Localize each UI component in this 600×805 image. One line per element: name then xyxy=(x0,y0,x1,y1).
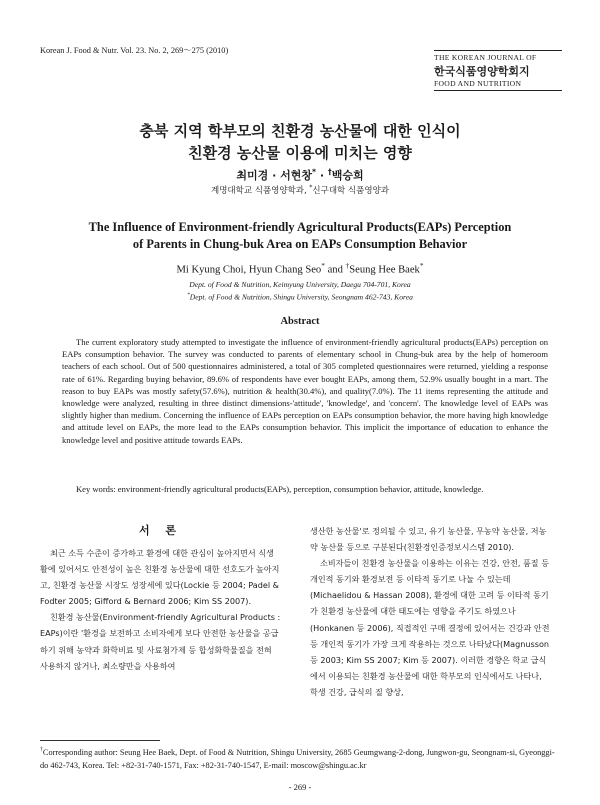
english-title xyxy=(40,219,560,253)
english-author-last-mark: * xyxy=(419,261,424,270)
english-affiliations xyxy=(40,279,560,303)
left-column xyxy=(40,545,281,674)
english-author-mark: * xyxy=(321,261,325,270)
corresponding-mark: † xyxy=(327,167,332,177)
english-affiliation-2-line xyxy=(40,290,560,303)
korean-authors xyxy=(40,167,560,183)
english-authors xyxy=(40,261,560,276)
journal-name-en-bottom: FOOD AND NUTRITION xyxy=(434,79,562,91)
korean-affiliation-1: 계명대학교 식품영양학과, xyxy=(210,186,310,196)
korean-affiliation-mark: * xyxy=(309,184,313,192)
right-paragraph-1: 생산한 농산물'로 정의될 수 있고, 유기 농산물, 무농약 농산물, 저농약 농산물 등으로 구분된다(친환경인증정보시스템 2010). xyxy=(310,526,547,553)
abstract-heading: Abstract xyxy=(280,316,320,327)
english-affiliation-2: Dept. of Food & Nutrition, Shingu University, Seongnam 462-743, Korea xyxy=(189,292,413,302)
english-title-line1: The Influence of Environment-friendly Agricultural Products(EAPs) Perception xyxy=(88,220,512,234)
korean-title-line2: 친환경 농산물 이용에 미치는 영향 xyxy=(188,144,412,162)
journal-masthead xyxy=(434,50,562,91)
right-column xyxy=(310,523,551,700)
english-corresponding-mark: † xyxy=(345,261,350,270)
footnote-mark: † xyxy=(40,747,43,753)
left-paragraph-1: 최근 소득 수준이 증가하고 환경에 대한 관심이 높아지면서 식생활에 있어서도 안전성이 높은 친환경 농산물에 대한 선호도가 높아지고, 친환경 농산물 시장도 성장세에 있다(Lockie 등 2004; Padel & Fodter 2005; Gifford & Bernard 2006; Kim SS 2007). xyxy=(40,548,280,607)
journal-name-ko: 한국식품영양학회지 xyxy=(434,65,530,78)
english-author-last: Seung Hee Baek xyxy=(349,264,420,276)
korean-author-names: 최미경 · 서현창 xyxy=(236,169,312,182)
keywords: Key words: environment-friendly agricultural products(EAPs), perception, consumption behavior, attitude, knowledge. xyxy=(76,484,484,494)
english-title-line2: of Parents in Chung-buk Area on EAPs Consumption Behavior xyxy=(132,237,468,251)
korean-author-separator: · xyxy=(316,169,328,182)
footnote-text: Corresponding author: Seung Hee Baek, Dept. of Food & Nutrition, Shingu University, 2685 Geumgwang-2-dong, Jungwon-gu, Seongnam-si, Gyeonggi-do 462-743, Korea. Tel: +82-31-740-1571, Fax: +82-31-740-1547, E-mail: moscow@shingu.ac.kr xyxy=(40,747,555,770)
journal-name-en-top: THE KOREAN JOURNAL OF xyxy=(434,50,562,62)
korean-author-last: 백승희 xyxy=(331,169,364,182)
footnote-divider xyxy=(40,740,160,741)
english-affiliation-1: Dept. of Food & Nutrition, Keimyung University, Daegu 704-701, Korea xyxy=(189,280,411,289)
journal-citation: Korean J. Food & Nutr. Vol. 23. No. 2, 269～275 (2010) xyxy=(40,46,229,55)
english-author-names: Mi Kyung Choi, Hyun Chang Seo xyxy=(176,264,322,276)
english-author-and: and xyxy=(324,264,346,276)
left-paragraph-2: 친환경 농산물(Environment-friendly Agricultural Products : EAPs)이란 '환경을 보전하고 소비자에게 보다 안전한 농산물을 공급하기 위해 농약과 화학비료 및 사료첨가제 등 합성화학물질을 전혀 사용하지 않거나, 최소량만을 사용하여 xyxy=(40,612,281,671)
abstract-body: The current exploratory study attempted to investigate the influence of environment-friendly agricultural products(EAPs) perception on EAPs consumption behavior. The survey was conducted to parents of elementary school in Chung-buk area by the help of homeroom teachers of each school. Out of 500 questionnaires administered, a total of 305 completed questionnaires were returned, yielding a response rate of 61%. Regarding buying behavior, 89.6% of respondents have ever bought EAPs, among them, 52.9% usually bought in a mart. The reason to buy EAPs was mostly safety(57.6%), nutrition & health(30.4%), and quality(7.0%). The 11 items representing the attitude and knowledge were analyzed, resulting in three distinct dimensions-'attitude', 'knowledge', and 'concern'. The knowledge level of EAPs was slightly higher than medium. Concerning the influence of EAPs perception on EAPs consumption behavior, the more having high knowledge and attitude level on EAPs, the more lead to the EAPs consumption behavior. This implicit the importance of education to enhance the knowledge level and positive attitude towards EAPs. xyxy=(62,337,548,445)
introduction-heading: 서 론 xyxy=(138,524,183,537)
korean-affiliation-2: 신구대학 식품영양과 xyxy=(312,186,389,196)
english-affiliation-mark: * xyxy=(187,292,190,298)
korean-title-line1: 충북 지역 학부모의 친환경 농산물에 대한 인식이 xyxy=(139,122,461,140)
korean-author-mark: * xyxy=(311,167,317,177)
korean-title xyxy=(40,120,560,164)
corresponding-footnote xyxy=(40,744,560,772)
korean-affiliation xyxy=(40,184,560,196)
page-number: - 269 - xyxy=(288,782,312,792)
right-paragraph-2: 소비자들이 친환경 농산물을 이용하는 이유는 건강, 안전, 품질 등 개인적 동기와 환경보전 등 이타적 동기로 나눌 수 있는데(Michaelidou & Hassan 2008), 환경에 대한 고려 등 이타적 동기가 친환경 농산물에 대한 태도에는 영향을 주기도 하였으나(Honkanen 등 2006), 직접적인 구매 결정에 있어서는 건강과 안전 등 개인적 동기가 가장 크게 작용하는 것으로 나타났다(Magnusson 등 2003; Kim SS 2007; Kim 등 2007). 이러한 경향은 학교 급식에서 이용되는 친환경 농산물에 대한 학부모의 인식에서도 나타나, 학생 건강, 급식의 질 향상, xyxy=(310,558,550,697)
